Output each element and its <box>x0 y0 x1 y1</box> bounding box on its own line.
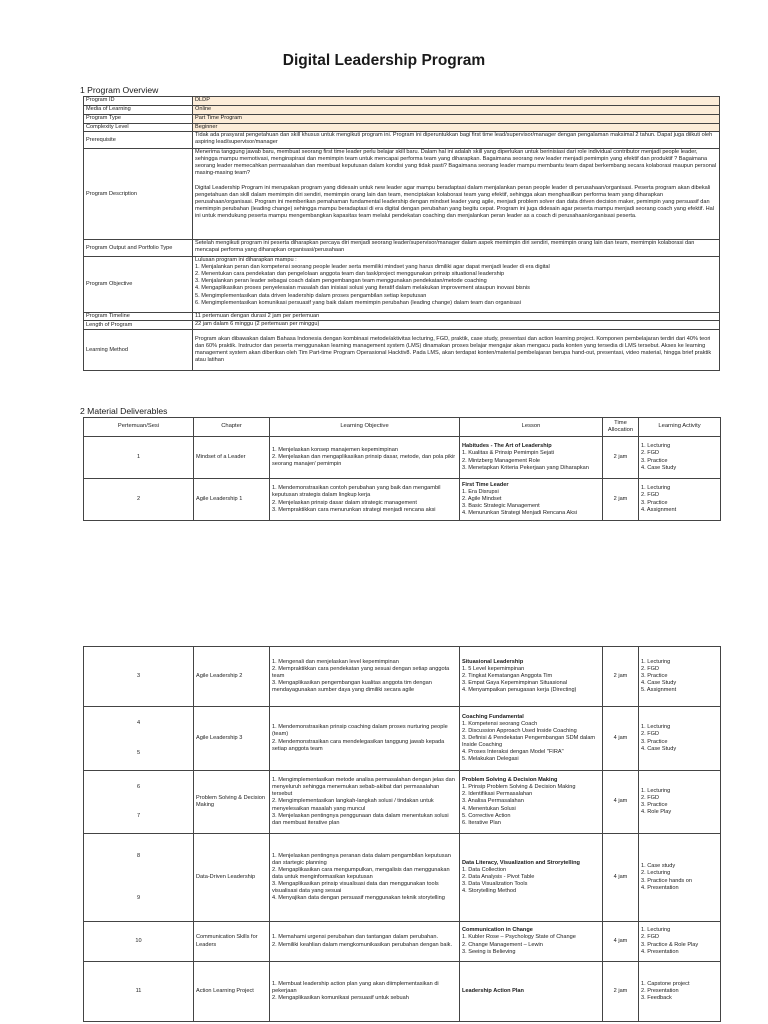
overview-row <box>84 313 720 321</box>
overview-row <box>84 115 720 124</box>
overview-value: Menerima tanggung jawab baru, membuat seorang first time leader perlu belajar skill baru. Dalam hal ini adalah skill yang diperlukan untuk berinisiasi dari role individual contributor menjadi people leader, sehingga mampu memotivasi, menginspirasi dan memimpin team untuk mencapai performa team yang diharapkan. Bagaimana seorang new leader menjadi pemimpin yang efektif dan produktif ? Bagaimana seorang leader memecahkan permasalahan dan membuat keputusan dalam kondisi yang tidak pasti? Bagaimana seorang leader mampu membantu team dapat berkembang secara kolaborasi maupun personal masing-masing team? Digital Leadership Program ini merupakan program yang didesain untuk new leader agar mampu beradaptasi dalam menjalankan peran people leader di perusahaan/organisasi. Peserta program akan dibekali pengetahuan dan skill dalam memimpin diri sendiri, memimpin orang lain dan team, menciptakan kolaborasi team yang efektif, sehingga akan menghasilkan performa team yang diharapkan perusahaan/organisasi. Program ini memberikan pemahaman fundamental leadership dengan mindset leader yang agile, menjadi problem solver dan data driven decision maker, pemimpin yang persuasif dan memimpin perubahan (leading change) sehingga mampu beradaptasi di era digital dengan perubahan yang begitu cepat. Program ini juga didesain agar peserta mampu menjadi seorang coach yang efektif. Hal ini untuk mendukung peserta mampu mengembangkan kapasitas team melalui pendekatan coaching dan menjalankan peran leader as a coach di perusahaan/organisasi peserta. <box>193 149 720 240</box>
activity-cell: 1. Lecturing 2. FGD 3. Practice & Role Play 4. Presentation <box>639 922 721 962</box>
overview-label: Media of Learning <box>84 106 193 115</box>
header-time: Time Allocation <box>603 418 639 437</box>
table-row <box>84 962 721 1022</box>
lesson-title: Communication in Change <box>462 927 533 934</box>
lesson-cell <box>460 962 603 1022</box>
overview-row <box>84 106 720 115</box>
table-row <box>84 647 721 707</box>
session-number: 6 <box>136 784 141 791</box>
table-row <box>84 922 721 962</box>
objective-cell: 1. Membuat leadership action plan yang akan diimplementasikan di pekerjaan 2. Mengaplikasikan komunikasi persuasif untuk sebuah <box>270 962 460 1022</box>
lesson-list: 1. Prinsip Problem Solving & Decision Making 2. Identifikasi Permasalahan 3. Analisa Permasalahan 4. Menentukan Solusi 5. Corrective Action 6. Iterative Plan <box>462 784 576 826</box>
overview-label: Learning Method <box>84 330 193 371</box>
time-cell: 4 jam <box>603 771 639 834</box>
lesson-list: 1. Era Disrupsi 2. Agile Mindset 3. Basic Strategic Management 4. Menurunkan Strategi Menjadi Rencana Aksi <box>462 488 578 517</box>
table-header-row <box>84 418 721 437</box>
time-cell: 2 jam <box>603 647 639 707</box>
lesson-list: 1. Data Collection 2. Data Analysis - Pivot Table 3. Data Visualization Tools 4. Storytelling Method <box>462 866 535 895</box>
overview-value: Beginner <box>193 124 720 132</box>
objective-cell: 1. Menjelaskan pentingnya peranan data dalam pengambilan keputusan dan startegic planning 2. Mengaplikasikan cara mengumpulkan, mengalisis dan menggunakan data untuk menginformasikan keputusan 3. Mengaplikasikan prinsip visualisasi data dan menggunakan tools visualisasi data yang sesuai 4. Menyajikan data dengan persuasif menggunakan teknik storytelling <box>270 834 460 922</box>
overview-row <box>84 257 720 313</box>
objective-cell: 1. Menjelaskan konsep manajemen kepemimpinan 2. Menjelaskan dan mengaplikasikan prinsip dasar, metode, dan pola pikir seorang manajer/ pemimpin <box>270 437 460 479</box>
lesson-title: Data Literacy, Visualization and Strorytelling <box>462 859 580 866</box>
overview-label: Program Type <box>84 115 193 124</box>
chapter-cell: Problem Solving & Decision Making <box>194 771 270 834</box>
lesson-cell <box>460 707 603 771</box>
overview-label: Program Description <box>84 149 193 240</box>
document-title: Digital Leadership Program <box>282 52 486 69</box>
time-cell: 4 jam <box>603 922 639 962</box>
header-lesson: Lesson <box>460 418 603 437</box>
overview-label: Program ID <box>84 97 193 106</box>
overview-row <box>84 124 720 132</box>
section-heading-materials: 2 Material Deliverables <box>80 406 168 416</box>
overview-value: Tidak ada prasyarat pengetahuan dan skill khusus untuk mengikuti program ini. Program ini diperuntukkan bagi first time lead/supervisor/manager dengan pengalaman maksimal 2 tahun. Dapat juga diikuti oleh aspiring lead/supervisor/manager <box>193 132 720 149</box>
table-row <box>84 479 721 521</box>
overview-value: Online <box>193 106 720 115</box>
session-number: 10 <box>135 937 142 944</box>
session-number: 8 <box>136 853 141 860</box>
header-chapter: Chapter <box>194 418 270 437</box>
overview-row <box>84 330 720 371</box>
session-number: 5 <box>136 749 141 756</box>
session-number: 4 <box>136 720 141 727</box>
activity-cell: 1. Case study 2. Lecturing 3. Practice hands on 4. Presentation <box>639 834 721 922</box>
overview-value: Setelah mengikuti program ini peserta diharapkan percaya diri menjadi seorang leader/supervisor/manager dalam aspek memimpin diri sendiri, memimpin orang lain dan team, memimpin kolaborasi dan mencapai performa yang diharapkan organisasi/perusahaan <box>193 240 720 257</box>
session-number: 3 <box>136 672 141 679</box>
lesson-cell <box>460 922 603 962</box>
lesson-title: Leadership Action Plan <box>462 987 524 994</box>
lesson-cell <box>460 834 603 922</box>
chapter-cell: Communication Skills for Leaders <box>194 922 270 962</box>
objective-cell: 1. Mendemonstrasikan prinsip coaching dalam proses nurturing people (team) 2. Mendemonstrasikan cara mendelegasikan tanggung jawab kepada setiap anggota team <box>270 707 460 771</box>
lesson-cell <box>460 771 603 834</box>
objective-cell: 1. Mengenali dan menjelaskan level kepemimpinan 2. Mempraktikkan cara pendekatan yang sesuai dengan setiap anggota team 3. Mengaplikasikan pengembangan kualitas anggota tim dengan mendayagunakan sumber daya yang dimiliki secara agile <box>270 647 460 707</box>
session-cell <box>84 707 194 771</box>
session-cell <box>84 922 194 962</box>
overview-value: 22 jam dalam 6 minggu (2 pertemuan per minggu) <box>193 321 720 330</box>
overview-label: Prerequisite <box>84 132 193 149</box>
chapter-cell: Data-Driven Leadership <box>194 834 270 922</box>
activity-cell: 1. Lecturing 2. FGD 3. Practice 4. Assignment <box>639 479 721 521</box>
session-cell <box>84 962 194 1022</box>
overview-row <box>84 149 720 240</box>
time-cell: 4 jam <box>603 834 639 922</box>
activity-cell: 1. Lecturing 2. FGD 3. Practice 4. Case Study <box>639 437 721 479</box>
session-cell <box>84 647 194 707</box>
overview-label: Program Output and Portfolio Type <box>84 240 193 257</box>
lesson-title: Situasional Leadership <box>462 658 524 665</box>
activity-cell: 1. Lecturing 2. FGD 3. Practice 4. Case Study <box>639 707 721 771</box>
chapter-cell: Agile Leadership 2 <box>194 647 270 707</box>
time-cell: 2 jam <box>603 437 639 479</box>
overview-value: DLDP <box>193 97 720 106</box>
lesson-list: 1. 5 Level kepemimpinan 2. Tingkat Kematangan Anggota Tim 3. Empat Gaya Kepemimpinan Situasional 4. Menyampaikan penugasan kerja (Directing) <box>462 665 577 694</box>
activity-cell: 1. Lecturing 2. FGD 3. Practice 4. Case Study 5. Assignment <box>639 647 721 707</box>
material-deliverables-table <box>83 417 721 521</box>
lesson-list: 1. Kualitas & Prinsip Pemimpin Sejati 2. Mintzberg Management Role 3. Menetapkan Kriteria Pekerjaan yang Diharapkan <box>462 450 589 471</box>
lesson-cell <box>460 437 603 479</box>
chapter-cell: Action Learning Project <box>194 962 270 1022</box>
session-number: 7 <box>136 812 141 819</box>
lesson-title: Problem Solving & Decision Making <box>462 777 558 784</box>
overview-row <box>84 132 720 149</box>
header-sesi: Pertemuan/Sesi <box>84 418 194 437</box>
lesson-cell <box>460 479 603 521</box>
section-heading-overview: 1 Program Overview <box>80 85 159 95</box>
time-cell: 2 jam <box>603 479 639 521</box>
objective-cell: 1. Memahami urgensi perubahan dan tantangan dalam perubahan. 2. Memiliki keahlian dalam mengkomunikasikan perubahan dengan baik. <box>270 922 460 962</box>
overview-label: Program Timeline <box>84 313 193 321</box>
session-cell <box>84 479 194 521</box>
table-row <box>84 834 721 922</box>
lesson-title: First Time Leader <box>462 481 509 488</box>
objective-cell: 1. Mengimplementasikan metode analisa permasalahan dengan jelas dan menyeluruh sehingga menemukan sebab-akibat dari permasalahan tersebut 2. Mengimplementasikan langkah-langkah solusi / tindakan untuk menyelesaikan masalah yang muncul 3. Menjelaskan pentingnya penggunaan data dalam menentukan solusi dan membuat iterative plan <box>270 771 460 834</box>
time-cell: 4 jam <box>603 707 639 771</box>
session-cell <box>84 771 194 834</box>
activity-cell: 1. Capstone project 2. Presentation 3. Feedback <box>639 962 721 1022</box>
overview-value: Program akan dibawakan dalam Bahasa Indonesia dengan kombinasi metode/aktivitas lecturing, FGD, praktik, case study, presentasi dan action learning project. Komponen pembelajaran terdiri dari 40% teori dan 60% praktik. Instructor dan peserta menggunakan learning management system (LMS) dinamakan proses belajar mengajar akan mengacu pada konten yang tersedia di LMS tersebut. Akses ke learning management system akan diberikan oleh Tim Part-time Program Operasional Hacktiv8. Pada LMS, akan terdapat konten/material pembelajaran berupa hand-out, presentasi, video material, hingga brief praktik atau latihan <box>193 330 720 371</box>
lesson-title: Coaching Fundamental <box>462 713 524 720</box>
table-row <box>84 707 721 771</box>
chapter-cell: Mindset of a Leader <box>194 437 270 479</box>
session-number: 9 <box>136 894 141 901</box>
overview-value: Part Time Program <box>193 115 720 124</box>
overview-value: 11 pertemuan dengan durasi 2 jam per pertemuan <box>193 313 720 321</box>
chapter-cell: Agile Leadership 1 <box>194 479 270 521</box>
objective-cell: 1. Mendemonstrasikan contoh perubahan yang baik dan mengambil keputusan strategis dalam lingkup kerja 2. Menjelaskan prinsip dasar dalam strategic management 3. Mempraktikkan cara menurunkan strategi menjadi rencana aksi <box>270 479 460 521</box>
session-cell <box>84 437 194 479</box>
session-number: 2 <box>136 495 141 502</box>
lesson-cell <box>460 647 603 707</box>
overview-label: Length of Program <box>84 321 193 330</box>
overview-row <box>84 240 720 257</box>
session-number: 1 <box>136 453 141 460</box>
table-row <box>84 771 721 834</box>
overview-row <box>84 97 720 106</box>
overview-label: Program Objective <box>84 257 193 313</box>
session-cell <box>84 834 194 922</box>
lesson-title: Habitudes - The Art of Leadership <box>462 443 552 450</box>
overview-label: Complexity Level <box>84 124 193 132</box>
header-objective: Learning Objective <box>270 418 460 437</box>
header-activity: Learning Activity <box>639 418 721 437</box>
session-number: 11 <box>135 987 142 994</box>
lesson-list: 1. Kubler Rose – Psychology State of Change 2. Change Management – Lewin 3. Seeing is Believing <box>462 934 576 955</box>
program-overview-table <box>83 96 720 371</box>
activity-cell: 1. Lecturing 2. FGD 3. Practice 4. Role Play <box>639 771 721 834</box>
material-deliverables-table-continued <box>83 646 721 1022</box>
overview-row <box>84 321 720 330</box>
chapter-cell: Agile Leadership 3 <box>194 707 270 771</box>
table-row <box>84 437 721 479</box>
time-cell: 2 jam <box>603 962 639 1022</box>
overview-value: Lulusan program ini diharapkan mampu : 1. Menjalankan peran dan kompetensi seorang people leader serta memiliki mindset yang harus dimiliki agar dapat menjadi leader di era digital 2. Menentukan cara pendekatan dan pengelolaan anggota team dan task/project menggunakan prinsip situational leadership 3. Menjalankan peran leader sebagai coach dalam pengembangan team menggunakan pendekatan/metode coaching 4. Mengaplikasikan proses penyelesaian masalah dan inisiasi solusi yang iteratif dalam melakukan improvement ataupun inovasi bisnis 5. Mengimplementasikan data driven leadership dalam proses pengambilan setiap keputusan 6. Mengimplementasikan komunikasi persuasif yang baik dalam memimpin perubahan (leading change) dalam team dan organisasi <box>193 257 720 313</box>
lesson-list: 1. Kompetensi seorang Coach 2. Discussion Approach Used Inside Coaching 3. Definisi & Pendekatan Pengembangan SDM dalam Inside Coaching 4. Proses Interaksi dengan Model "FIRA" 5. Melakukan Delegasi <box>462 720 596 763</box>
